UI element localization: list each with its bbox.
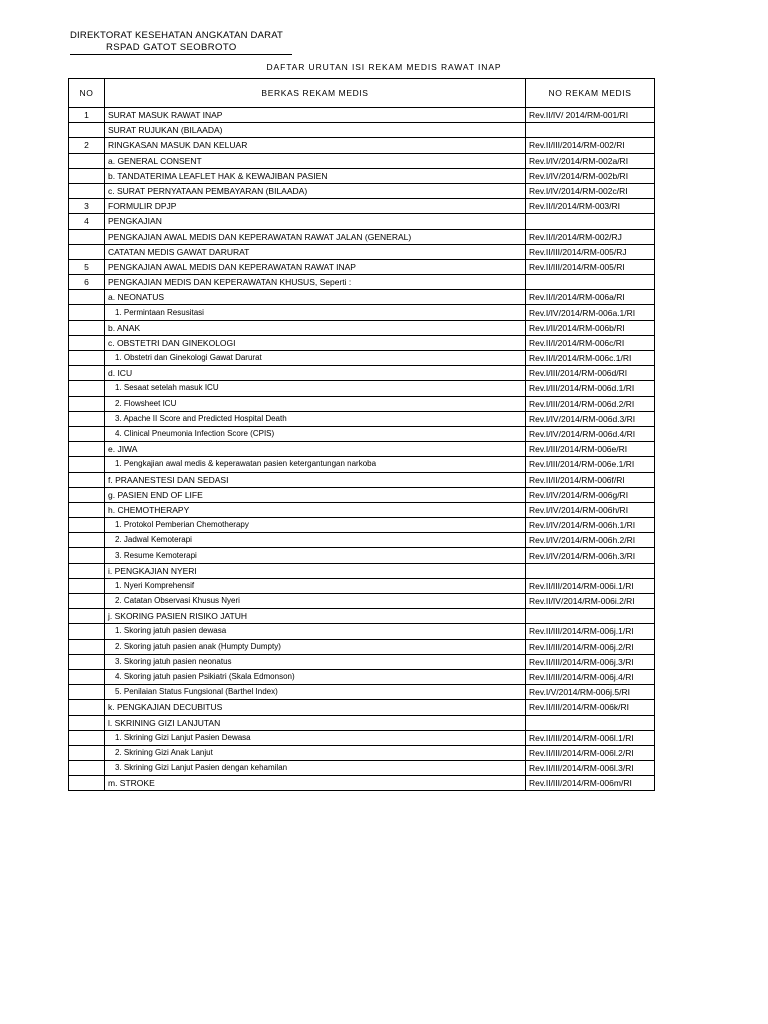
record-file-cell: PENGKAJIAN AWAL MEDIS DAN KEPERAWATAN RAWAT INAP [105,259,526,274]
table-row [69,214,655,229]
record-file-cell: g. PASIEN END OF LIFE [105,487,526,502]
header-berkas: BERKAS REKAM MEDIS [105,79,526,108]
row-number-cell [69,244,105,259]
medical-records-table [68,78,655,791]
table-row [69,259,655,274]
row-number-cell [69,563,105,578]
record-number-cell: Rev.I/IV/2014/RM-002a/RI [526,153,655,168]
table-row [69,411,655,426]
table-row [69,518,655,533]
row-number-cell: 4 [69,214,105,229]
record-file-cell: 2. Skrining Gizi Anak Lanjut [105,745,526,760]
table-row [69,381,655,396]
record-file-cell: 1. Pengkajian awal medis & keperawatan pasien ketergantungan narkoba [105,457,526,472]
record-number-cell: Rev.II/I/2014/RM-006a/RI [526,290,655,305]
row-number-cell [69,745,105,760]
row-number-cell [69,776,105,791]
record-file-cell: c. OBSTETRI DAN GINEKOLOGI [105,335,526,350]
record-number-cell: Rev.II/III/2014/RM-006j.3/RI [526,654,655,669]
table-row [69,153,655,168]
row-number-cell [69,654,105,669]
row-number-cell [69,290,105,305]
record-number-cell: Rev.II/III/2014/RM-006k/RI [526,700,655,715]
record-file-cell: RINGKASAN MASUK DAN KELUAR [105,138,526,153]
record-number-cell: Rev.I/V/2014/RM-006j.5/RI [526,685,655,700]
record-number-cell: Rev.II/III/2014/RM-006j.2/RI [526,639,655,654]
table-row [69,290,655,305]
row-number-cell: 2 [69,138,105,153]
record-file-cell: SURAT RUJUKAN (BILAADA) [105,123,526,138]
record-number-cell: Rev.II/III/2014/RM-006j.1/RI [526,624,655,639]
row-number-cell [69,578,105,593]
record-file-cell: f. PRAANESTESI DAN SEDASI [105,472,526,487]
record-file-cell: b. TANDATERIMA LEAFLET HAK & KEWAJIBAN PASIEN [105,168,526,183]
record-file-cell: PENGKAJIAN [105,214,526,229]
table-row [69,320,655,335]
record-number-cell: Rev.II/III/2014/RM-006l.2/RI [526,745,655,760]
row-number-cell [69,761,105,776]
row-number-cell [69,442,105,457]
record-file-cell: a. NEONATUS [105,290,526,305]
row-number-cell: 5 [69,259,105,274]
record-number-cell: Rev.I/III/2014/RM-006d.2/RI [526,396,655,411]
row-number-cell [69,502,105,517]
row-number-cell [69,548,105,563]
row-number-cell: 3 [69,199,105,214]
record-file-cell: 2. Skoring jatuh pasien anak (Humpty Dumpty) [105,639,526,654]
table-row [69,745,655,760]
table-row [69,108,655,123]
record-number-cell [526,715,655,730]
record-file-cell: j. SKORING PASIEN RISIKO JATUH [105,609,526,624]
row-number-cell [69,730,105,745]
table-row [69,624,655,639]
record-file-cell: 4. Clinical Pneumonia Infection Score (CPIS) [105,426,526,441]
row-number-cell [69,715,105,730]
header-no: NO [69,79,105,108]
row-number-cell [69,609,105,624]
table-row [69,730,655,745]
record-file-cell: SURAT MASUK RAWAT INAP [105,108,526,123]
record-number-cell: Rev.I/IV/2014/RM-006h/RI [526,502,655,517]
row-number-cell [69,624,105,639]
record-number-cell: Rev.II/III/2014/RM-005/RJ [526,244,655,259]
record-file-cell: FORMULIR DPJP [105,199,526,214]
record-file-cell: 1. Skrining Gizi Lanjut Pasien Dewasa [105,730,526,745]
table-row [69,442,655,457]
row-number-cell [69,700,105,715]
row-number-cell [69,487,105,502]
table-row [69,487,655,502]
record-file-cell: b. ANAK [105,320,526,335]
record-number-cell: Rev.II/I/2014/RM-006c.1/RI [526,351,655,366]
table-row [69,305,655,320]
record-number-cell [526,609,655,624]
row-number-cell [69,335,105,350]
record-number-cell [526,275,655,290]
row-number-cell [69,396,105,411]
row-number-cell: 6 [69,275,105,290]
row-number-cell [69,320,105,335]
record-number-cell: Rev.I/IV/2014/RM-006h.1/RI [526,518,655,533]
record-number-cell: Rev.II/III/2014/RM-006m/RI [526,776,655,791]
table-row [69,654,655,669]
record-number-cell: Rev.II/III/2014/RM-006j.4/RI [526,669,655,684]
table-row [69,396,655,411]
record-number-cell: Rev.I/III/2014/RM-006e.1/RI [526,457,655,472]
record-number-cell: Rev.I/IV/2014/RM-006a.1/RI [526,305,655,320]
row-number-cell [69,594,105,609]
record-file-cell: 1. Permintaan Resusitasi [105,305,526,320]
table-row [69,138,655,153]
organization-name: DIREKTORAT KESEHATAN ANGKATAN DARAT [70,30,284,41]
record-number-cell: Rev.I/IV/2014/RM-006h.2/RI [526,533,655,548]
record-file-cell: e. JIWA [105,442,526,457]
record-number-cell: Rev.II/IV/ 2014/RM-001/RI [526,108,655,123]
table-row [69,335,655,350]
record-file-cell: m. STROKE [105,776,526,791]
table-row [69,715,655,730]
table-row [69,700,655,715]
table-row [69,457,655,472]
table-row [69,351,655,366]
record-number-cell [526,563,655,578]
row-number-cell [69,426,105,441]
row-number-cell [69,685,105,700]
row-number-cell [69,639,105,654]
record-number-cell: Rev.I/IV/2014/RM-006h.3/RI [526,548,655,563]
row-number-cell: 1 [69,108,105,123]
table-row [69,199,655,214]
table-row [69,563,655,578]
record-file-cell: 2. Jadwal Kemoterapi [105,533,526,548]
record-number-cell: Rev.I/IV/2014/RM-002c/RI [526,183,655,198]
record-file-cell: a. GENERAL CONSENT [105,153,526,168]
table-body [69,108,655,791]
table-row [69,533,655,548]
record-number-cell: Rev.II/III/2014/RM-005/RI [526,259,655,274]
record-number-cell: Rev.II/III/2014/RM-006l.3/RI [526,761,655,776]
table-row [69,594,655,609]
row-number-cell [69,411,105,426]
record-number-cell: Rev.II/III/2014/RM-006l.1/RI [526,730,655,745]
table-row [69,366,655,381]
record-file-cell: k. PENGKAJIAN DECUBITUS [105,700,526,715]
record-number-cell: Rev.I/II/2014/RM-006b/RI [526,320,655,335]
record-number-cell: Rev.II/III/2014/RM-002/RI [526,138,655,153]
hospital-name: RSPAD GATOT SEOBROTO [70,42,292,55]
document-title: DAFTAR URUTAN ISI REKAM MEDIS RAWAT INAP [266,62,502,72]
record-number-cell [526,123,655,138]
row-number-cell [69,366,105,381]
table-row [69,502,655,517]
row-number-cell [69,351,105,366]
row-number-cell [69,305,105,320]
table-row [69,685,655,700]
row-number-cell [69,183,105,198]
record-file-cell: l. SKRINING GIZI LANJUTAN [105,715,526,730]
table-row [69,639,655,654]
record-file-cell: 2. Flowsheet ICU [105,396,526,411]
record-file-cell: d. ICU [105,366,526,381]
record-number-cell: Rev.I/III/2014/RM-006e/RI [526,442,655,457]
record-number-cell: Rev.I/IV/2014/RM-006g/RI [526,487,655,502]
record-number-cell: Rev.II/III/2014/RM-006i.1/RI [526,578,655,593]
table-row [69,426,655,441]
row-number-cell [69,472,105,487]
record-file-cell: 1. Skoring jatuh pasien dewasa [105,624,526,639]
record-file-cell: 3. Skrining Gizi Lanjut Pasien dengan kehamilan [105,761,526,776]
table-row [69,761,655,776]
table-row [69,244,655,259]
row-number-cell [69,168,105,183]
record-file-cell: c. SURAT PERNYATAAN PEMBAYARAN (BILAADA) [105,183,526,198]
record-number-cell [526,214,655,229]
row-number-cell [69,229,105,244]
table-row [69,183,655,198]
record-file-cell: h. CHEMOTHERAPY [105,502,526,517]
record-number-cell: Rev.II/IV/2014/RM-006i.2/RI [526,594,655,609]
record-number-cell: Rev.II/I/2014/RM-006c/RI [526,335,655,350]
table-row [69,472,655,487]
table-row [69,776,655,791]
row-number-cell [69,153,105,168]
row-number-cell [69,669,105,684]
row-number-cell [69,381,105,396]
table-row [69,609,655,624]
record-file-cell: 1. Obstetri dan Ginekologi Gawat Darurat [105,351,526,366]
record-number-cell: Rev.II/II/2014/RM-006f/RI [526,472,655,487]
header-rm: NO REKAM MEDIS [526,79,655,108]
table-row [69,669,655,684]
table-row [69,548,655,563]
record-file-cell: CATATAN MEDIS GAWAT DARURAT [105,244,526,259]
row-number-cell [69,518,105,533]
table-header-row [69,79,655,108]
record-file-cell: PENGKAJIAN AWAL MEDIS DAN KEPERAWATAN RAWAT JALAN (GENERAL) [105,229,526,244]
table-row [69,578,655,593]
record-file-cell: 1. Protokol Pemberian Chemotherapy [105,518,526,533]
row-number-cell [69,533,105,548]
record-file-cell: 3. Resume Kemoterapi [105,548,526,563]
table-row [69,229,655,244]
record-file-cell: i. PENGKAJIAN NYERI [105,563,526,578]
record-file-cell: 1. Nyeri Komprehensif [105,578,526,593]
record-number-cell: Rev.I/III/2014/RM-006d/RI [526,366,655,381]
record-file-cell: 2. Catatan Observasi Khusus Nyeri [105,594,526,609]
record-number-cell: Rev.I/IV/2014/RM-002b/RI [526,168,655,183]
record-file-cell: 5. Penilaian Status Fungsional (Barthel Index) [105,685,526,700]
document-header [70,30,292,55]
record-number-cell: Rev.I/IV/2014/RM-006d.3/RI [526,411,655,426]
table-row [69,275,655,290]
record-file-cell: PENGKAJIAN MEDIS DAN KEPERAWATAN KHUSUS, Seperti : [105,275,526,290]
record-number-cell: Rev.II/I/2014/RM-003/RI [526,199,655,214]
record-file-cell: 1. Sesaat setelah masuk ICU [105,381,526,396]
record-number-cell: Rev.II/I/2014/RM-002/RJ [526,229,655,244]
record-file-cell: 3. Skoring jatuh pasien neonatus [105,654,526,669]
row-number-cell [69,123,105,138]
record-file-cell: 3. Apache II Score and Predicted Hospital Death [105,411,526,426]
record-number-cell: Rev.I/III/2014/RM-006d.1/RI [526,381,655,396]
row-number-cell [69,457,105,472]
record-file-cell: 4. Skoring jatuh pasien Psikiatri (Skala Edmonson) [105,669,526,684]
table-row [69,123,655,138]
record-number-cell: Rev.I/IV/2014/RM-006d.4/RI [526,426,655,441]
table-row [69,168,655,183]
